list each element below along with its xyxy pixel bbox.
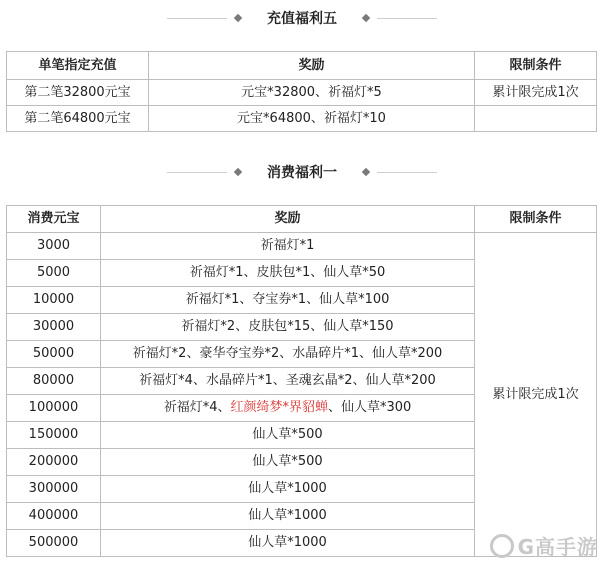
highlight-reward-text: 红颜绮梦*界貂蝉 bbox=[230, 400, 328, 415]
reward-cell: 元宝*32800、祈福灯*5 bbox=[149, 80, 475, 106]
logo-icon bbox=[490, 534, 514, 558]
reward-cell: 祈福灯*1、皮肤包*1、仙人草*50 bbox=[101, 260, 475, 287]
reward-text: 、仙人草*300 bbox=[327, 400, 412, 415]
amount-cell: 3000 bbox=[7, 233, 101, 260]
section-title-recharge bbox=[0, 8, 604, 28]
diamond-icon bbox=[362, 168, 370, 176]
reward-cell: 祈福灯*2、皮肤包*15、仙人草*150 bbox=[101, 314, 475, 341]
amount-cell: 50000 bbox=[7, 341, 101, 368]
diamond-icon bbox=[234, 168, 242, 176]
table-header-row bbox=[7, 206, 597, 233]
amount-cell: 5000 bbox=[7, 260, 101, 287]
divider-left bbox=[167, 172, 227, 173]
watermark bbox=[490, 531, 598, 560]
table-row bbox=[7, 106, 597, 132]
divider-right bbox=[377, 18, 437, 19]
reward-cell: 仙人草*500 bbox=[101, 449, 475, 476]
amount-cell: 200000 bbox=[7, 449, 101, 476]
divider-right bbox=[377, 172, 437, 173]
limit-cell: 累计限完成1次 bbox=[475, 80, 597, 106]
watermark-text: G高手游 bbox=[517, 535, 598, 559]
diamond-icon bbox=[234, 14, 242, 22]
section-title-text: 消费福利一 bbox=[267, 165, 337, 181]
recharge-table bbox=[6, 51, 597, 132]
divider-left bbox=[167, 18, 227, 19]
charge-cell: 第二笔64800元宝 bbox=[7, 106, 149, 132]
reward-cell: 元宝*64800、祈福灯*10 bbox=[149, 106, 475, 132]
reward-cell: 仙人草*1000 bbox=[101, 530, 475, 557]
section-title-text: 充值福利五 bbox=[267, 11, 337, 27]
charge-cell: 第二笔32800元宝 bbox=[7, 80, 149, 106]
reward-cell: 仙人草*1000 bbox=[101, 503, 475, 530]
amount-cell: 10000 bbox=[7, 287, 101, 314]
reward-cell: 祈福灯*1 bbox=[101, 233, 475, 260]
reward-cell bbox=[101, 395, 475, 422]
diamond-icon bbox=[362, 14, 370, 22]
header-cell: 限制条件 bbox=[475, 206, 597, 233]
header-cell: 消费元宝 bbox=[7, 206, 101, 233]
reward-text: 祈福灯*4、 bbox=[163, 400, 231, 415]
header-cell: 奖励 bbox=[149, 52, 475, 80]
amount-cell: 300000 bbox=[7, 476, 101, 503]
reward-cell: 祈福灯*2、豪华夺宝券*2、水晶碎片*1、仙人草*200 bbox=[101, 341, 475, 368]
reward-cell: 仙人草*500 bbox=[101, 422, 475, 449]
table-row bbox=[7, 233, 597, 260]
amount-cell: 30000 bbox=[7, 314, 101, 341]
section-title-consume bbox=[0, 162, 604, 182]
amount-cell: 80000 bbox=[7, 368, 101, 395]
header-cell: 奖励 bbox=[101, 206, 475, 233]
table-header-row bbox=[7, 52, 597, 80]
reward-cell: 仙人草*1000 bbox=[101, 476, 475, 503]
limit-cell: 累计限完成1次 bbox=[475, 233, 597, 557]
table-row bbox=[7, 80, 597, 106]
amount-cell: 150000 bbox=[7, 422, 101, 449]
limit-cell bbox=[475, 106, 597, 132]
consume-table bbox=[6, 205, 597, 557]
reward-cell: 祈福灯*4、水晶碎片*1、圣魂玄晶*2、仙人草*200 bbox=[101, 368, 475, 395]
amount-cell: 100000 bbox=[7, 395, 101, 422]
header-cell: 限制条件 bbox=[475, 52, 597, 80]
amount-cell: 500000 bbox=[7, 530, 101, 557]
header-cell: 单笔指定充值 bbox=[7, 52, 149, 80]
amount-cell: 400000 bbox=[7, 503, 101, 530]
reward-cell: 祈福灯*1、夺宝券*1、仙人草*100 bbox=[101, 287, 475, 314]
